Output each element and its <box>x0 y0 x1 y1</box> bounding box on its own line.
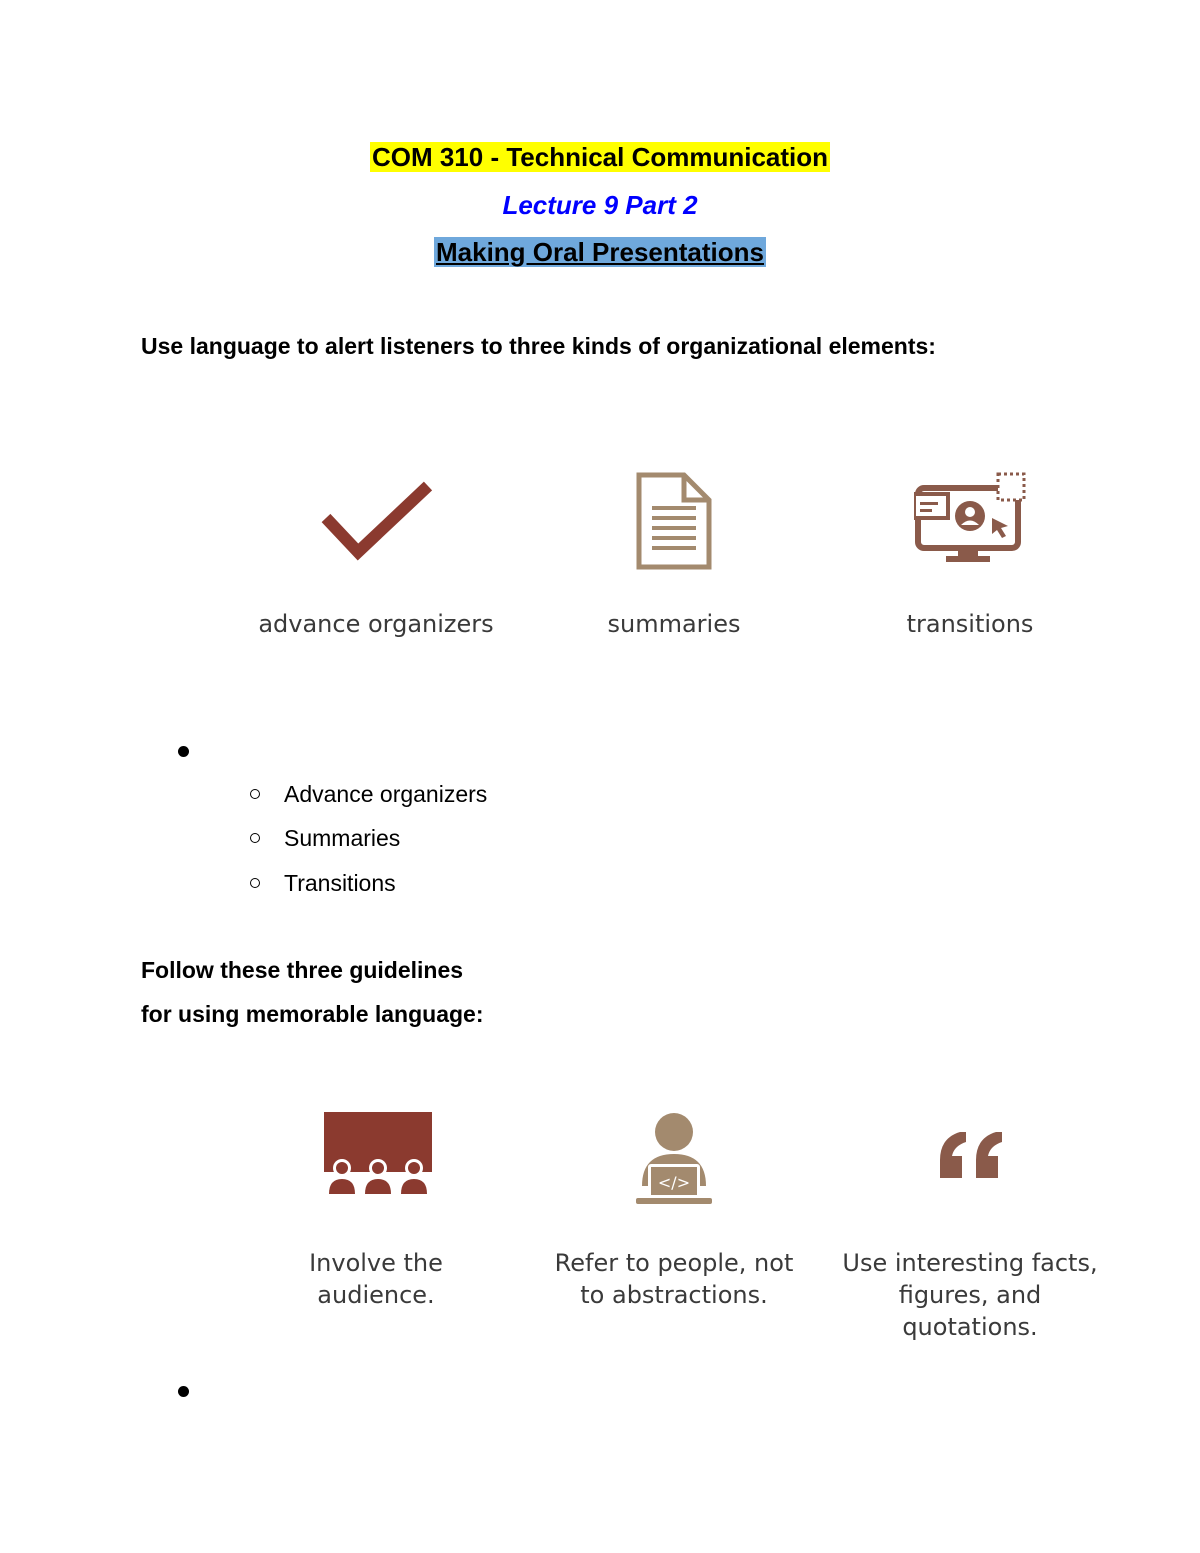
hollow-bullet-icon <box>250 833 260 843</box>
checkmark-icon <box>318 478 434 562</box>
topic-title: Making Oral Presentations <box>436 237 764 267</box>
audience-icon <box>324 1112 432 1196</box>
caption-line: Involve the <box>309 1249 443 1277</box>
section1-heading: Use language to alert listeners to three kinds of organizational elements: <box>141 333 936 359</box>
lecture-number: Lecture 9 Part 2 <box>502 190 698 220</box>
caption-line: Use interesting facts, <box>842 1249 1098 1277</box>
topic-line <box>0 235 1200 269</box>
caption-involve-audience <box>226 1247 526 1311</box>
caption-line: figures, and <box>898 1281 1042 1309</box>
list-item <box>248 868 396 898</box>
list-item <box>248 823 400 853</box>
caption-line: Refer to people, not <box>554 1249 794 1277</box>
course-title: COM 310 - Technical Communication <box>371 142 829 172</box>
caption-interesting-facts <box>820 1247 1120 1343</box>
hollow-bullet-icon <box>250 789 260 799</box>
section2-heading-line2: for using memorable language: <box>141 1001 484 1027</box>
caption-line: to abstractions. <box>580 1281 768 1309</box>
quotation-mark-icon <box>938 1130 1004 1180</box>
list-item <box>248 779 487 809</box>
caption-advance-organizers: advance organizers <box>258 610 494 638</box>
document-icon <box>636 472 712 570</box>
monitor-transition-icon <box>914 470 1030 566</box>
caption-line: quotations. <box>902 1313 1038 1341</box>
course-title-line <box>0 140 1200 174</box>
bullet-empty-2 <box>178 1386 189 1397</box>
caption-line: audience. <box>317 1281 435 1309</box>
svg-text:</>: </> <box>657 1173 691 1192</box>
person-laptop-icon <box>636 1112 712 1206</box>
list-item-label: Advance organizers <box>284 781 488 807</box>
bullet-empty-1 <box>178 746 189 757</box>
list-item-label: Summaries <box>284 825 401 851</box>
lecture-line <box>0 188 1200 222</box>
hollow-bullet-icon <box>250 878 260 888</box>
caption-refer-to-people <box>524 1247 824 1311</box>
caption-summaries: summaries <box>607 610 741 638</box>
section2-heading-line1: Follow these three guidelines <box>141 957 464 983</box>
caption-transitions: transitions <box>906 610 1034 638</box>
list-item-label: Transitions <box>284 870 396 896</box>
